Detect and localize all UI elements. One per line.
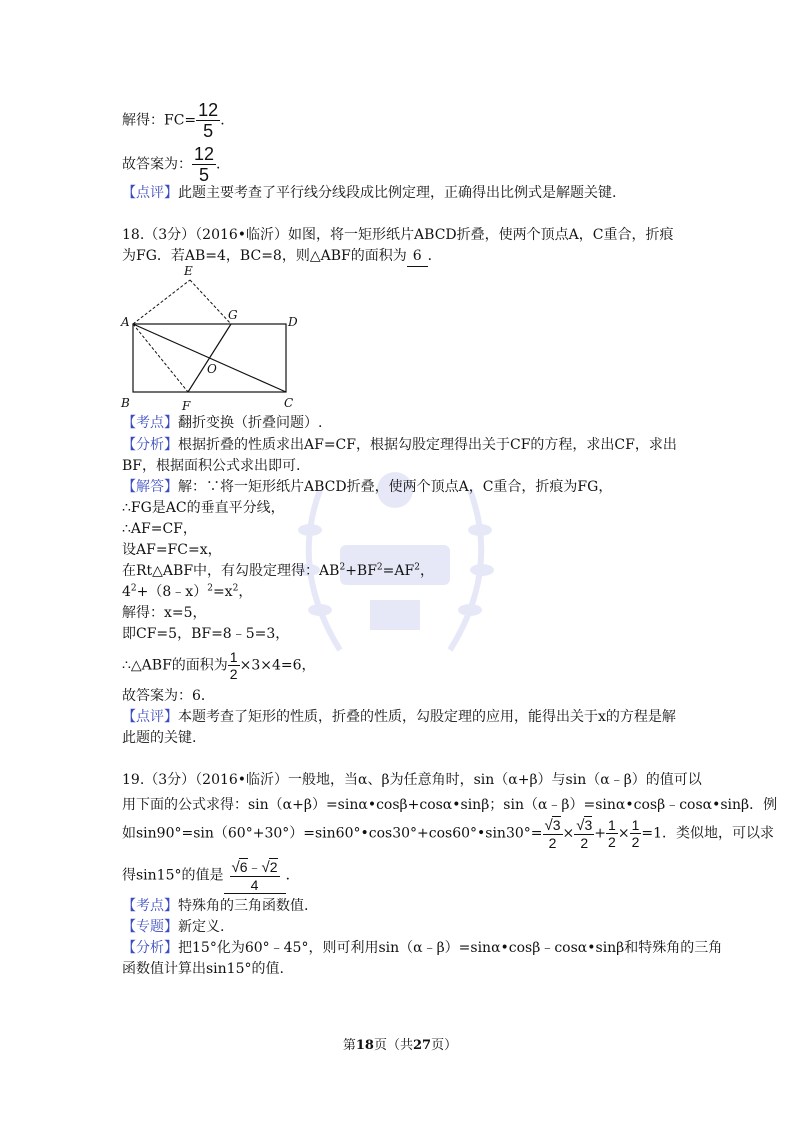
q17-result-den: 5 bbox=[203, 121, 214, 141]
footer-total-pages: 27 bbox=[413, 1038, 432, 1053]
q17-result-num: 12 bbox=[198, 100, 219, 120]
q19-frac-half-a-den: 2 bbox=[608, 834, 616, 850]
radicand-6: 6 bbox=[239, 859, 248, 875]
q19-answer-blank bbox=[224, 858, 286, 894]
q19-frac-half-b bbox=[630, 817, 642, 850]
radical-sign: √ bbox=[231, 859, 240, 876]
label-d: D bbox=[288, 315, 298, 329]
q18-pythag-end: ， bbox=[419, 563, 434, 579]
q17-result-prefix: 解得：FC= bbox=[122, 112, 197, 129]
q18-pythag-ab: 在Rt△ABF中，有勾股定理得：AB bbox=[122, 563, 340, 579]
footer-page-number: 18 bbox=[355, 1038, 374, 1053]
minus-sign: ﹣ bbox=[247, 859, 262, 875]
q19-zhuanti bbox=[122, 917, 224, 937]
q19-example-suffix: =1．类似地，可以求 bbox=[641, 825, 774, 842]
dashed-af bbox=[133, 324, 188, 392]
q18-kaodian bbox=[122, 413, 322, 433]
q19-answer-den: 4 bbox=[250, 877, 259, 893]
q18-eq-4: 4 bbox=[122, 584, 131, 600]
q19-frac-sqrt3-a-num bbox=[543, 816, 563, 835]
q18-answer-blank: 6 bbox=[407, 246, 428, 267]
q17-comment-text: 此题主要考查了平行线分线段成比例定理，正确得出比例式是解题关键. bbox=[178, 185, 617, 201]
q18-jieda-line5 bbox=[122, 561, 434, 581]
q18-stem-line1: 18.（3分）（2016•临沂）如图，将一矩形纸片ABCD折叠，使两个顶点A，C重合，折痕 bbox=[122, 227, 674, 243]
q19-frac-half-b-num: 1 bbox=[631, 817, 640, 833]
radicand-2: 2 bbox=[269, 859, 278, 875]
q19-frac-half-b-den: 2 bbox=[631, 834, 640, 850]
sup-2: 2 bbox=[207, 583, 213, 594]
q18-eq-8x: +（8﹣x） bbox=[136, 584, 208, 600]
q19-blank-prefix: 得sin15°的值是 bbox=[122, 867, 224, 884]
q17-result-suffix: . bbox=[220, 112, 225, 129]
sup-2: 2 bbox=[339, 562, 346, 573]
times-sign: × bbox=[562, 825, 575, 842]
label-b: B bbox=[121, 396, 130, 410]
rectangle-fold-figure bbox=[118, 262, 318, 412]
q18-pythag-bf: +BF bbox=[345, 563, 377, 579]
q18-area-num: 1 bbox=[229, 649, 238, 665]
dashed-eg bbox=[190, 280, 231, 324]
q19-frac-sqrt3-a-den: 2 bbox=[548, 835, 557, 851]
q17-answer-suffix: . bbox=[216, 156, 221, 173]
q19-zhuanti-text: 新定义. bbox=[178, 919, 225, 935]
q18-area-fraction bbox=[228, 649, 240, 682]
q19-frac-half-a-num: 1 bbox=[608, 817, 616, 833]
q18-jieda-line4: 设AF=FC=x， bbox=[122, 542, 222, 558]
times-sign: × bbox=[617, 825, 630, 842]
q19-frac-sqrt3-b bbox=[574, 816, 594, 851]
q19-answer-num bbox=[230, 858, 280, 877]
page-footer bbox=[0, 1034, 800, 1053]
q18-fenxi-line1 bbox=[122, 435, 677, 455]
label-o: O bbox=[207, 362, 217, 376]
q18-stem-prefix: 为FG．若AB=4，BC=8，则△ABF的面积为 bbox=[122, 248, 407, 264]
q18-eq-end: ， bbox=[238, 584, 253, 600]
q19-kaodian-tag: 【考点】 bbox=[122, 898, 178, 914]
q19-fenxi-text1: 把15°化为60°﹣45°，则可利用sin（α﹣β）=sinα•cosβ﹣cosα•sinβ和特殊角的三角 bbox=[178, 940, 723, 956]
sup-2: 2 bbox=[414, 562, 420, 573]
q17-comment bbox=[122, 183, 616, 203]
q17-answer-fraction bbox=[192, 144, 216, 185]
q19-kaodian-text: 特殊角的三角函数值. bbox=[178, 898, 309, 914]
q17-comment-tag: 【点评】 bbox=[122, 185, 178, 201]
q19-kaodian bbox=[122, 896, 308, 916]
q19-frac-sqrt3-b-den: 2 bbox=[580, 835, 589, 851]
q18-jieda-line2: ∴FG是AC的垂直平分线， bbox=[122, 500, 285, 516]
q19-stem-line3 bbox=[122, 816, 774, 851]
dashed-ae bbox=[133, 280, 190, 324]
q19-fenxi-line2: 函数值计算出sin15°的值. bbox=[122, 961, 284, 977]
radicand-3: 3 bbox=[552, 817, 561, 833]
q18-jieda-line3: ∴AF=CF， bbox=[122, 521, 197, 537]
q18-jieda-tag: 【解答】 bbox=[122, 479, 178, 495]
q18-fenxi-line2: BF，根据面积公式求出即可. bbox=[122, 458, 301, 474]
radicand-3: 3 bbox=[584, 817, 593, 833]
q17-result-line bbox=[122, 100, 225, 141]
q19-frac-sqrt3-b-num bbox=[574, 816, 594, 835]
q18-eq-x: =x bbox=[212, 584, 233, 600]
q17-answer-line bbox=[122, 144, 220, 185]
radical-sign: √ bbox=[544, 817, 553, 834]
q18-jieda-line6 bbox=[122, 582, 252, 602]
q18-fenxi-tag: 【分析】 bbox=[122, 437, 178, 453]
q19-stem-line4 bbox=[122, 858, 300, 894]
fold-line-fg bbox=[188, 324, 231, 392]
q18-pythag-af: =AF bbox=[382, 563, 415, 579]
q18-jieda-line9 bbox=[122, 649, 316, 682]
q17-result-fraction bbox=[196, 100, 220, 141]
label-e: E bbox=[184, 264, 193, 278]
q17-answer-prefix: 故答案为： bbox=[122, 156, 192, 173]
q18-fenxi-text1: 根据折叠的性质求出AF=CF，根据勾股定理得出关于CF的方程，求出CF，求出 bbox=[178, 437, 677, 453]
q19-zhuanti-tag: 【专题】 bbox=[122, 919, 178, 935]
q17-answer-num: 12 bbox=[194, 144, 215, 164]
footer-suffix: 页） bbox=[431, 1038, 458, 1053]
sup-2: 2 bbox=[376, 562, 383, 573]
q19-stem-line2: 用下面的公式求得：sin（α+β）=sinα•cosβ+cosα•sinβ；sin（α﹣β）=sinα•cosβ﹣cosα•sinβ．例 bbox=[122, 797, 778, 813]
q18-area-prefix: ∴△ABF的面积为 bbox=[122, 657, 228, 674]
q18-kaodian-text: 翻折变换（折叠问题）. bbox=[178, 415, 323, 431]
footer-middle: 页（共 bbox=[373, 1038, 413, 1053]
label-c: C bbox=[284, 396, 294, 410]
q19-answer-fraction bbox=[230, 858, 280, 893]
q18-dianping-line2: 此题的关键. bbox=[122, 730, 197, 746]
label-a: A bbox=[121, 315, 130, 329]
q19-stem-line1: 19.（3分）（2016•临沂）一般地，当α、β为任意角时，sin（α+β）与sin（α﹣β）的值可以 bbox=[122, 772, 702, 788]
radical-sign: √ bbox=[576, 817, 585, 834]
q19-frac-sqrt3-a bbox=[543, 816, 563, 851]
q18-area-den: 2 bbox=[229, 666, 238, 682]
q18-jieda-line7: 解得：x=5， bbox=[122, 605, 207, 621]
q18-jieda-text1: 解：∵将一矩形纸片ABCD折叠，使两个顶点A，C重合，折痕为FG， bbox=[178, 479, 613, 495]
q18-jieda-line1 bbox=[122, 477, 612, 497]
q18-dianping-line1 bbox=[122, 707, 676, 727]
radical-sign: √ bbox=[261, 859, 270, 876]
q19-example-prefix: 如sin90°=sin（60°+30°）=sin60°•cos30°+cos60°•sin30°= bbox=[122, 825, 543, 842]
q19-fenxi-tag: 【分析】 bbox=[122, 940, 178, 956]
q18-jieda-line8: 即CF=5，BF=8﹣5=3， bbox=[122, 626, 290, 642]
q18-dianping-tag: 【点评】 bbox=[122, 709, 178, 725]
q18-area-suffix: ×3×4=6， bbox=[239, 657, 316, 674]
q18-jieda-line10: 故答案为：6． bbox=[122, 688, 215, 704]
label-f: F bbox=[182, 399, 191, 412]
q18-dianping-text1: 本题考查了矩形的性质，折叠的性质，勾股定理的应用，能得出关于x的方程是解 bbox=[178, 709, 676, 725]
q18-stem-suffix: ． bbox=[427, 248, 442, 264]
footer-prefix: 第 bbox=[342, 1038, 356, 1053]
sup-2: 2 bbox=[130, 583, 137, 594]
plus-sign: + bbox=[594, 825, 607, 842]
q19-blank-suffix: ． bbox=[285, 867, 300, 884]
q17-answer-den: 5 bbox=[199, 165, 210, 185]
label-g: G bbox=[228, 308, 238, 322]
sup-2: 2 bbox=[232, 583, 239, 594]
q19-frac-half-a bbox=[606, 817, 618, 850]
q19-fenxi-line1 bbox=[122, 938, 722, 958]
q18-kaodian-tag: 【考点】 bbox=[122, 415, 178, 431]
